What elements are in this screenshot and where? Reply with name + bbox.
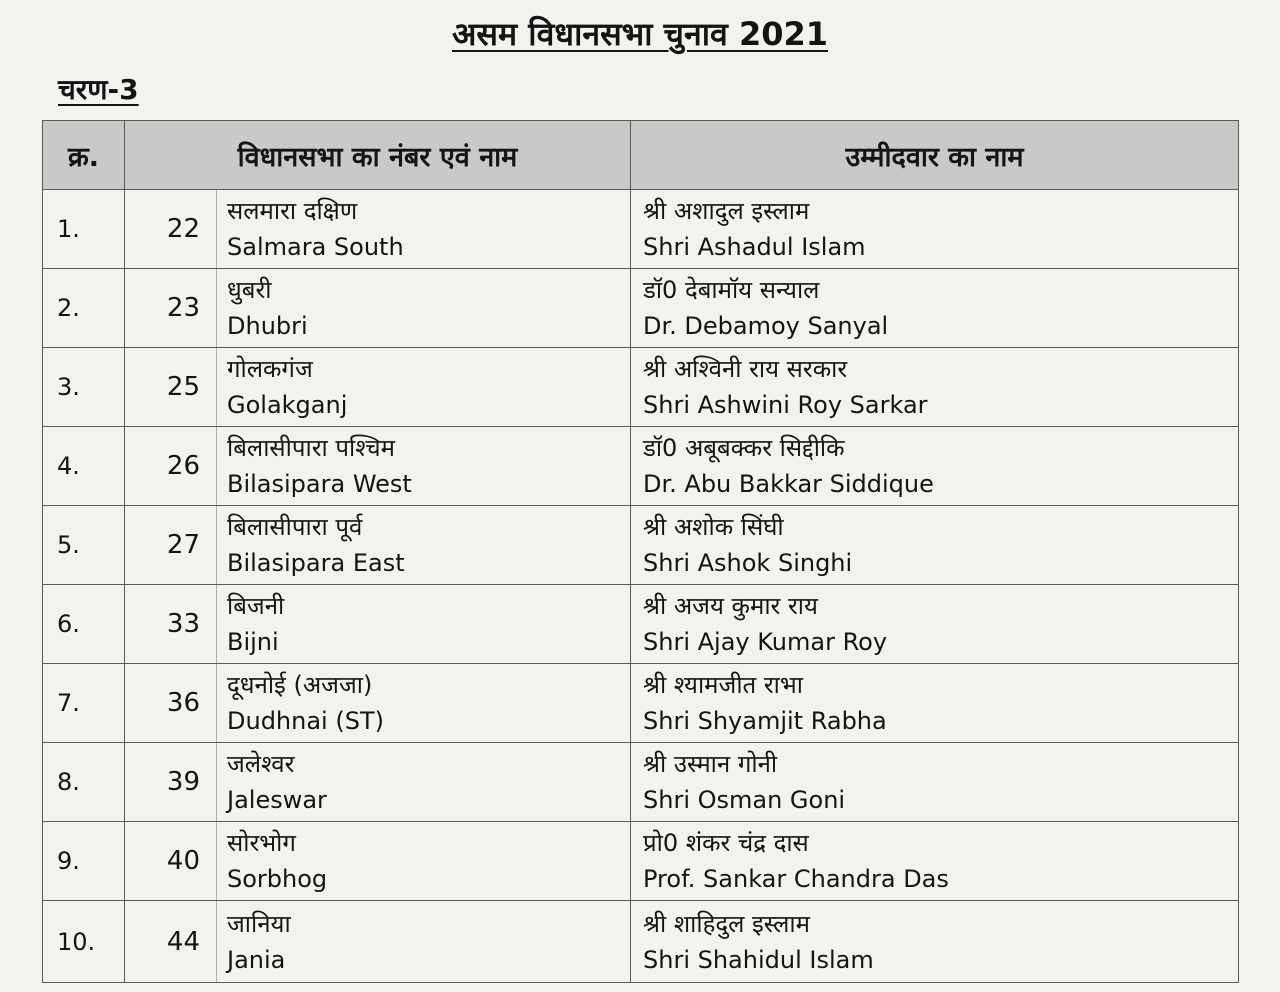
constituency-number: 33 <box>125 585 217 664</box>
candidate-name-hindi: श्री उस्मान गोनी <box>643 750 778 778</box>
candidate-name-hindi: श्री श्यामजीत राभा <box>643 671 803 699</box>
candidate-name-english: Shri Ashadul Islam <box>643 233 866 261</box>
title-text: असम विधानसभा चुनाव 2021 <box>451 15 829 53</box>
candidate-name-english: Shri Ashwini Roy Sarkar <box>643 391 928 419</box>
serial-cell: 9. <box>43 822 125 901</box>
table-row <box>43 348 1239 427</box>
candidate-name-english: Shri Shyamjit Rabha <box>643 707 887 735</box>
constituency-name-english: Jaleswar <box>227 786 327 814</box>
constituency-number: 44 <box>125 901 217 983</box>
constituency-name-english: Golakganj <box>227 391 348 419</box>
candidate-name-english: Shri Ashok Singhi <box>643 549 853 577</box>
constituency-name-hindi: बिलासीपारा पश्चिम <box>227 434 395 462</box>
candidate-name-hindi: श्री अशोक सिंघी <box>643 513 784 541</box>
candidate-name-english: Dr. Abu Bakkar Siddique <box>643 470 934 498</box>
constituency-number: 40 <box>125 822 217 901</box>
constituency-number: 36 <box>125 664 217 743</box>
constituency-number: 25 <box>125 348 217 427</box>
candidate-name-english: Shri Osman Goni <box>643 786 846 814</box>
table-row <box>43 901 1239 983</box>
table-row <box>43 585 1239 664</box>
constituency-name-english: Dhubri <box>227 312 308 340</box>
constituency-name-cell <box>217 506 631 585</box>
serial-cell: 7. <box>43 664 125 743</box>
candidate-name-hindi: डॉ0 अबूबक्कर सिद्दीकि <box>643 434 845 462</box>
constituency-name-hindi: जलेश्वर <box>227 750 295 778</box>
candidate-name-english: Prof. Sankar Chandra Das <box>643 865 949 893</box>
candidate-name-hindi: प्रो0 शंकर चंद्र दास <box>643 829 809 857</box>
serial-cell: 6. <box>43 585 125 664</box>
table-row <box>43 190 1239 269</box>
header-serial: क्र. <box>43 121 125 190</box>
constituency-name-cell <box>217 743 631 822</box>
header-constituency: विधानसभा का नंबर एवं नाम <box>125 121 631 190</box>
candidate-name-hindi: श्री अश्विनी राय सरकार <box>643 355 848 383</box>
constituency-name-hindi: सलमारा दक्षिण <box>227 197 358 225</box>
table-row <box>43 269 1239 348</box>
page-title <box>0 12 1280 55</box>
phase-heading: चरण-3 <box>58 73 139 106</box>
constituency-name-cell <box>217 664 631 743</box>
constituency-name-hindi: बिलासीपारा पूर्व <box>227 513 363 541</box>
constituency-number: 23 <box>125 269 217 348</box>
constituency-name-english: Bijni <box>227 628 279 656</box>
constituency-name-hindi: गोलकगंज <box>227 355 313 383</box>
candidate-name-cell <box>631 348 1239 427</box>
candidate-name-hindi: डॉ0 देबामॉय सन्याल <box>643 276 820 304</box>
constituency-name-hindi: जानिया <box>227 909 291 938</box>
constituency-name-cell <box>217 427 631 506</box>
candidate-table <box>42 120 1239 983</box>
constituency-name-english: Sorbhog <box>227 865 328 893</box>
candidate-name-hindi: श्री अशादुल इस्लाम <box>643 197 810 225</box>
serial-cell: 3. <box>43 348 125 427</box>
table-row <box>43 664 1239 743</box>
constituency-name-cell <box>217 822 631 901</box>
constituency-name-hindi: धुबरी <box>227 276 272 304</box>
serial-cell: 10. <box>43 901 125 983</box>
serial-cell: 8. <box>43 743 125 822</box>
candidate-name-cell <box>631 743 1239 822</box>
constituency-name-cell <box>217 269 631 348</box>
constituency-name-cell <box>217 190 631 269</box>
constituency-name-hindi: सोरभोग <box>227 829 296 857</box>
table-row <box>43 822 1239 901</box>
constituency-number: 26 <box>125 427 217 506</box>
constituency-name-english: Bilasipara East <box>227 549 405 577</box>
candidate-name-hindi: श्री अजय कुमार राय <box>643 592 818 620</box>
candidate-name-cell <box>631 269 1239 348</box>
serial-cell: 1. <box>43 190 125 269</box>
header-candidate: उम्मीदवार का नाम <box>631 121 1239 190</box>
constituency-name-cell <box>217 901 631 983</box>
table-row <box>43 506 1239 585</box>
candidate-name-hindi: श्री शाहिदुल इस्लाम <box>643 909 810 938</box>
candidate-name-cell <box>631 664 1239 743</box>
constituency-name-cell <box>217 348 631 427</box>
candidate-name-cell <box>631 585 1239 664</box>
candidate-name-english: Dr. Debamoy Sanyal <box>643 312 889 340</box>
serial-cell: 2. <box>43 269 125 348</box>
constituency-name-hindi: दूधनोई (अजजा) <box>227 671 373 699</box>
candidate-name-english: Shri Ajay Kumar Roy <box>643 628 888 656</box>
candidate-name-cell <box>631 901 1239 983</box>
candidate-name-english: Shri Shahidul Islam <box>643 945 874 974</box>
serial-cell: 4. <box>43 427 125 506</box>
constituency-number: 27 <box>125 506 217 585</box>
header-row <box>43 121 1239 190</box>
table-body <box>43 190 1239 983</box>
table-row <box>43 427 1239 506</box>
constituency-name-english: Salmara South <box>227 233 404 261</box>
constituency-name-english: Bilasipara West <box>227 470 412 498</box>
candidate-name-cell <box>631 506 1239 585</box>
table-header <box>43 121 1239 190</box>
constituency-number: 22 <box>125 190 217 269</box>
serial-cell: 5. <box>43 506 125 585</box>
constituency-number: 39 <box>125 743 217 822</box>
constituency-name-english: Jania <box>227 945 286 974</box>
constituency-name-hindi: बिजनी <box>227 592 285 620</box>
candidate-name-cell <box>631 427 1239 506</box>
constituency-name-cell <box>217 585 631 664</box>
constituency-name-english: Dudhnai (ST) <box>227 707 384 735</box>
candidate-name-cell <box>631 190 1239 269</box>
table-row <box>43 743 1239 822</box>
candidate-name-cell <box>631 822 1239 901</box>
